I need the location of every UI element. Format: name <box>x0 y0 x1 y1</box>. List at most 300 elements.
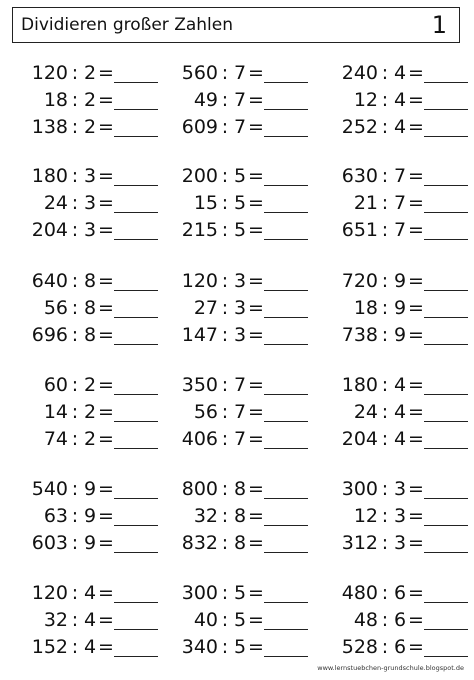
divisor: 8 <box>233 478 247 500</box>
division-sign: : <box>381 192 389 214</box>
division-task <box>320 399 470 426</box>
divisor: 8 <box>233 532 247 554</box>
answer-blank[interactable] <box>114 344 158 345</box>
division-sign: : <box>221 609 229 631</box>
divisor: 4 <box>83 636 97 658</box>
answer-blank[interactable] <box>264 82 308 83</box>
divisor: 3 <box>233 270 247 292</box>
divisor: 9 <box>393 297 407 319</box>
equals-sign: = <box>98 62 114 84</box>
worksheet-number: 1 <box>431 11 447 39</box>
division-sign: : <box>71 89 79 111</box>
equals-sign: = <box>408 428 424 450</box>
equals-sign: = <box>248 428 264 450</box>
equals-sign: = <box>408 401 424 423</box>
equals-sign: = <box>408 609 424 631</box>
division-task <box>10 217 160 244</box>
answer-blank[interactable] <box>114 317 158 318</box>
exercise-block <box>10 372 160 453</box>
dividend: 120 <box>181 270 218 292</box>
division-task <box>160 190 310 217</box>
division-task <box>320 322 470 349</box>
answer-blank[interactable] <box>424 448 468 449</box>
division-task <box>10 426 160 453</box>
division-sign: : <box>381 636 389 658</box>
dividend: 24 <box>43 192 68 214</box>
equals-sign: = <box>98 270 114 292</box>
dividend: 215 <box>181 219 218 241</box>
answer-blank[interactable] <box>114 552 158 553</box>
dividend: 56 <box>43 297 68 319</box>
division-task <box>160 268 310 295</box>
equals-sign: = <box>248 324 264 346</box>
division-task <box>320 190 470 217</box>
divisor: 6 <box>393 582 407 604</box>
divisor: 4 <box>393 62 407 84</box>
equals-sign: = <box>98 505 114 527</box>
equals-sign: = <box>408 324 424 346</box>
equals-sign: = <box>248 401 264 423</box>
equals-sign: = <box>98 192 114 214</box>
division-task <box>160 399 310 426</box>
equals-sign: = <box>408 478 424 500</box>
answer-blank[interactable] <box>264 629 308 630</box>
division-task <box>10 268 160 295</box>
answer-blank[interactable] <box>114 602 158 603</box>
exercise-block <box>160 163 310 244</box>
answer-blank[interactable] <box>264 136 308 137</box>
exercise-block <box>320 372 470 453</box>
answer-blank[interactable] <box>114 212 158 213</box>
footer-credit: www.lernstuebchen-grundschule.blogspot.de <box>317 664 464 672</box>
division-sign: : <box>221 165 229 187</box>
answer-blank[interactable] <box>424 525 468 526</box>
dividend: 49 <box>193 89 218 111</box>
divisor: 7 <box>233 374 247 396</box>
answer-blank[interactable] <box>424 602 468 603</box>
equals-sign: = <box>248 192 264 214</box>
divisor: 3 <box>83 192 97 214</box>
divisor: 2 <box>83 374 97 396</box>
divisor: 7 <box>233 89 247 111</box>
answer-blank[interactable] <box>264 185 308 186</box>
answer-blank[interactable] <box>264 525 308 526</box>
divisor: 9 <box>393 270 407 292</box>
equals-sign: = <box>408 532 424 554</box>
dividend: 27 <box>193 297 218 319</box>
answer-blank[interactable] <box>114 498 158 499</box>
dividend: 120 <box>31 582 68 604</box>
divisor: 2 <box>83 401 97 423</box>
division-task <box>160 580 310 607</box>
exercise-block <box>10 580 160 661</box>
division-task <box>160 295 310 322</box>
dividend: 832 <box>181 532 218 554</box>
divisor: 9 <box>83 478 97 500</box>
exercise-block <box>10 60 160 141</box>
division-sign: : <box>71 532 79 554</box>
dividend: 300 <box>181 582 218 604</box>
divisor: 8 <box>83 270 97 292</box>
equals-sign: = <box>408 505 424 527</box>
division-sign: : <box>381 297 389 319</box>
division-task <box>10 580 160 607</box>
division-sign: : <box>221 116 229 138</box>
answer-blank[interactable] <box>264 212 308 213</box>
division-task <box>160 322 310 349</box>
divisor: 9 <box>393 324 407 346</box>
divisor: 2 <box>83 428 97 450</box>
answer-blank[interactable] <box>264 290 308 291</box>
dividend: 180 <box>341 374 378 396</box>
dividend: 651 <box>341 219 378 241</box>
dividend: 56 <box>193 401 218 423</box>
answer-blank[interactable] <box>424 421 468 422</box>
answer-blank[interactable] <box>114 82 158 83</box>
dividend: 152 <box>31 636 68 658</box>
division-sign: : <box>221 532 229 554</box>
division-sign: : <box>71 478 79 500</box>
division-sign: : <box>71 219 79 241</box>
division-sign: : <box>221 62 229 84</box>
dividend: 240 <box>341 62 378 84</box>
divisor: 4 <box>83 582 97 604</box>
equals-sign: = <box>408 89 424 111</box>
division-task <box>160 426 310 453</box>
equals-sign: = <box>408 270 424 292</box>
division-task <box>10 190 160 217</box>
equals-sign: = <box>248 116 264 138</box>
division-task <box>160 87 310 114</box>
equals-sign: = <box>408 165 424 187</box>
division-sign: : <box>381 374 389 396</box>
divisor: 7 <box>233 62 247 84</box>
equals-sign: = <box>408 116 424 138</box>
division-sign: : <box>381 89 389 111</box>
divisor: 3 <box>393 478 407 500</box>
divisor: 4 <box>393 89 407 111</box>
dividend: 800 <box>181 478 218 500</box>
divisor: 6 <box>393 636 407 658</box>
divisor: 5 <box>233 609 247 631</box>
division-sign: : <box>71 374 79 396</box>
division-sign: : <box>221 324 229 346</box>
divisor: 3 <box>393 532 407 554</box>
division-sign: : <box>71 636 79 658</box>
answer-blank[interactable] <box>424 290 468 291</box>
dividend: 696 <box>31 324 68 346</box>
exercise-block <box>10 476 160 557</box>
divisor: 2 <box>83 62 97 84</box>
division-sign: : <box>221 582 229 604</box>
exercise-block <box>160 60 310 141</box>
division-sign: : <box>221 297 229 319</box>
division-task <box>10 295 160 322</box>
dividend: 340 <box>181 636 218 658</box>
exercise-block <box>160 268 310 349</box>
divisor: 3 <box>83 165 97 187</box>
division-task <box>320 530 470 557</box>
equals-sign: = <box>98 428 114 450</box>
equals-sign: = <box>248 297 264 319</box>
equals-sign: = <box>98 116 114 138</box>
division-sign: : <box>71 609 79 631</box>
dividend: 560 <box>181 62 218 84</box>
equals-sign: = <box>408 297 424 319</box>
division-sign: : <box>71 428 79 450</box>
answer-blank[interactable] <box>264 602 308 603</box>
division-task <box>160 634 310 661</box>
equals-sign: = <box>248 505 264 527</box>
equals-sign: = <box>98 401 114 423</box>
answer-blank[interactable] <box>114 239 158 240</box>
division-task <box>160 476 310 503</box>
dividend: 540 <box>31 478 68 500</box>
division-task <box>320 295 470 322</box>
answer-blank[interactable] <box>424 317 468 318</box>
division-sign: : <box>221 505 229 527</box>
division-sign: : <box>71 582 79 604</box>
division-task <box>10 607 160 634</box>
equals-sign: = <box>248 270 264 292</box>
dividend: 138 <box>31 116 68 138</box>
answer-blank[interactable] <box>264 394 308 395</box>
divisor: 9 <box>83 532 97 554</box>
answer-blank[interactable] <box>424 629 468 630</box>
equals-sign: = <box>98 609 114 631</box>
division-sign: : <box>221 636 229 658</box>
division-task <box>320 607 470 634</box>
division-sign: : <box>381 428 389 450</box>
divisor: 5 <box>233 636 247 658</box>
divisor: 4 <box>393 116 407 138</box>
division-task <box>160 503 310 530</box>
division-task <box>160 163 310 190</box>
dividend: 18 <box>43 89 68 111</box>
answer-blank[interactable] <box>114 136 158 137</box>
dividend: 300 <box>341 478 378 500</box>
answer-blank[interactable] <box>424 498 468 499</box>
division-sign: : <box>381 532 389 554</box>
division-task <box>160 607 310 634</box>
division-task <box>10 634 160 661</box>
equals-sign: = <box>248 636 264 658</box>
divisor: 7 <box>233 401 247 423</box>
dividend: 48 <box>353 609 378 631</box>
answer-blank[interactable] <box>264 344 308 345</box>
division-task <box>320 114 470 141</box>
equals-sign: = <box>248 532 264 554</box>
exercise-block <box>320 580 470 661</box>
division-task <box>320 87 470 114</box>
divisor: 3 <box>233 324 247 346</box>
answer-blank[interactable] <box>424 185 468 186</box>
answer-blank[interactable] <box>264 317 308 318</box>
dividend: 720 <box>341 270 378 292</box>
divisor: 4 <box>393 374 407 396</box>
dividend: 204 <box>31 219 68 241</box>
dividend: 200 <box>181 165 218 187</box>
division-task <box>10 114 160 141</box>
equals-sign: = <box>408 374 424 396</box>
division-sign: : <box>221 401 229 423</box>
answer-blank[interactable] <box>424 239 468 240</box>
answer-blank[interactable] <box>424 109 468 110</box>
dividend: 12 <box>353 505 378 527</box>
answer-blank[interactable] <box>424 82 468 83</box>
divisor: 4 <box>393 428 407 450</box>
divisor: 7 <box>393 165 407 187</box>
answer-blank[interactable] <box>424 394 468 395</box>
divisor: 3 <box>393 505 407 527</box>
division-sign: : <box>221 374 229 396</box>
divisor: 5 <box>233 192 247 214</box>
answer-blank[interactable] <box>424 344 468 345</box>
equals-sign: = <box>408 62 424 84</box>
division-sign: : <box>381 505 389 527</box>
exercise-block <box>10 268 160 349</box>
answer-blank[interactable] <box>264 448 308 449</box>
answer-blank[interactable] <box>114 290 158 291</box>
exercise-block <box>160 580 310 661</box>
division-sign: : <box>381 270 389 292</box>
division-task <box>10 372 160 399</box>
answer-blank[interactable] <box>114 394 158 395</box>
dividend: 18 <box>353 297 378 319</box>
answer-blank[interactable] <box>114 421 158 422</box>
divisor: 7 <box>393 192 407 214</box>
division-sign: : <box>71 116 79 138</box>
division-task <box>160 114 310 141</box>
equals-sign: = <box>98 89 114 111</box>
answer-blank[interactable] <box>424 212 468 213</box>
equals-sign: = <box>248 582 264 604</box>
divisor: 6 <box>393 609 407 631</box>
dividend: 14 <box>43 401 68 423</box>
dividend: 738 <box>341 324 378 346</box>
divisor: 2 <box>83 116 97 138</box>
equals-sign: = <box>408 636 424 658</box>
division-sign: : <box>221 89 229 111</box>
division-task <box>10 87 160 114</box>
dividend: 312 <box>341 532 378 554</box>
division-sign: : <box>381 165 389 187</box>
answer-blank[interactable] <box>424 656 468 657</box>
dividend: 180 <box>31 165 68 187</box>
division-sign: : <box>381 324 389 346</box>
division-task <box>320 580 470 607</box>
answer-blank[interactable] <box>424 552 468 553</box>
exercise-block <box>320 476 470 557</box>
divisor: 7 <box>233 116 247 138</box>
dividend: 15 <box>193 192 218 214</box>
divisor: 5 <box>233 219 247 241</box>
division-sign: : <box>381 609 389 631</box>
dividend: 24 <box>353 401 378 423</box>
answer-blank[interactable] <box>264 552 308 553</box>
division-task <box>160 217 310 244</box>
answer-blank[interactable] <box>264 239 308 240</box>
division-sign: : <box>381 478 389 500</box>
answer-blank[interactable] <box>264 498 308 499</box>
division-task <box>10 60 160 87</box>
dividend: 406 <box>181 428 218 450</box>
answer-blank[interactable] <box>114 448 158 449</box>
division-task <box>10 322 160 349</box>
division-task <box>160 530 310 557</box>
equals-sign: = <box>98 219 114 241</box>
exercise-block <box>320 268 470 349</box>
division-task <box>320 476 470 503</box>
dividend: 204 <box>341 428 378 450</box>
division-task <box>320 634 470 661</box>
division-sign: : <box>71 401 79 423</box>
divisor: 3 <box>83 219 97 241</box>
equals-sign: = <box>248 609 264 631</box>
division-task <box>320 268 470 295</box>
division-sign: : <box>71 192 79 214</box>
divisor: 5 <box>233 582 247 604</box>
division-task <box>320 426 470 453</box>
division-task <box>160 60 310 87</box>
dividend: 609 <box>181 116 218 138</box>
division-task <box>10 399 160 426</box>
dividend: 60 <box>43 374 68 396</box>
divisor: 4 <box>83 609 97 631</box>
equals-sign: = <box>248 165 264 187</box>
answer-blank[interactable] <box>114 525 158 526</box>
exercise-block <box>320 163 470 244</box>
divisor: 5 <box>233 165 247 187</box>
divisor: 3 <box>233 297 247 319</box>
dividend: 147 <box>181 324 218 346</box>
dividend: 630 <box>341 165 378 187</box>
division-sign: : <box>381 62 389 84</box>
division-task <box>10 163 160 190</box>
exercise-block <box>10 163 160 244</box>
answer-blank[interactable] <box>114 656 158 657</box>
divisor: 8 <box>233 505 247 527</box>
division-task <box>160 372 310 399</box>
answer-blank[interactable] <box>264 656 308 657</box>
division-sign: : <box>71 505 79 527</box>
answer-blank[interactable] <box>114 629 158 630</box>
division-task <box>320 503 470 530</box>
division-sign: : <box>71 62 79 84</box>
equals-sign: = <box>98 374 114 396</box>
equals-sign: = <box>408 219 424 241</box>
equals-sign: = <box>98 165 114 187</box>
dividend: 252 <box>341 116 378 138</box>
division-sign: : <box>71 324 79 346</box>
worksheet-title: Dividieren großer Zahlen <box>21 15 233 35</box>
exercise-block <box>320 60 470 141</box>
division-sign: : <box>71 297 79 319</box>
division-sign: : <box>381 582 389 604</box>
answer-blank[interactable] <box>114 109 158 110</box>
answer-blank[interactable] <box>424 136 468 137</box>
divisor: 4 <box>393 401 407 423</box>
answer-blank[interactable] <box>264 421 308 422</box>
divisor: 7 <box>393 219 407 241</box>
division-sign: : <box>381 219 389 241</box>
answer-blank[interactable] <box>264 109 308 110</box>
equals-sign: = <box>98 478 114 500</box>
equals-sign: = <box>408 582 424 604</box>
division-task <box>320 372 470 399</box>
answer-blank[interactable] <box>114 185 158 186</box>
equals-sign: = <box>248 374 264 396</box>
